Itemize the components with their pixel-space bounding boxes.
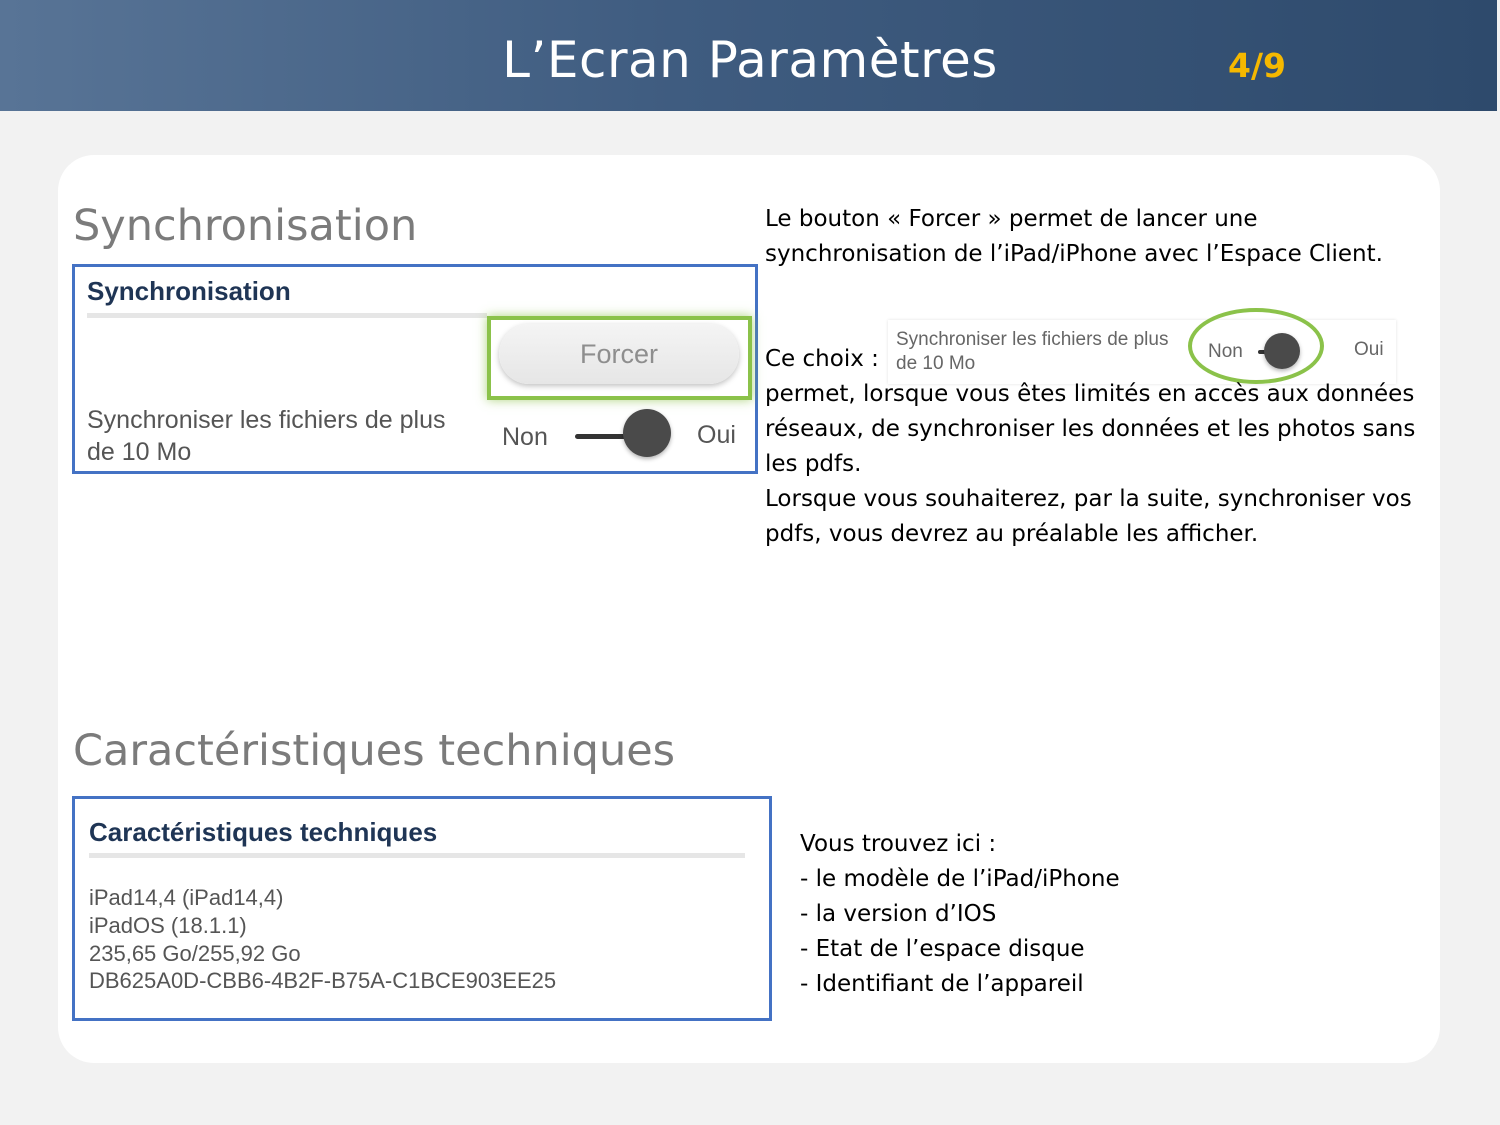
choice-prefix: Ce choix : [765, 346, 879, 372]
choice-description-line: Lorsque vous souhaiterez, par la suite, synchroniser vos [765, 486, 1412, 512]
force-button[interactable]: Forcer [499, 324, 739, 384]
sync-switch-thumbnail [888, 320, 1396, 384]
device-id: DB625A0D-CBB6-4B2F-B75A-C1BCE903EE25 [89, 968, 557, 993]
force-description [765, 202, 1383, 272]
slide-title: L’Ecran Paramètres [502, 31, 998, 89]
tech-list-intro: Vous trouvez ici : [800, 831, 997, 857]
switch-off-label: Non [502, 423, 548, 451]
force-button-highlight [487, 316, 752, 400]
thumb-switch-off-label: Non [1208, 341, 1243, 362]
switch-knob[interactable] [623, 409, 671, 457]
choice-description-line: réseaux, de synchroniser les données et les photos sans [765, 416, 1416, 442]
page-indicator: 4/9 [1228, 46, 1286, 85]
os-version: iPadOS (18.1.1) [89, 913, 247, 938]
sync-box-divider [87, 313, 487, 318]
force-description-line: Le bouton « Forcer » permet de lancer une [765, 206, 1258, 232]
force-description-line: synchronisation de l’iPad/iPhone avec l’Espace Client. [765, 241, 1383, 267]
tech-section-title: Caractéristiques techniques [73, 726, 676, 776]
choice-description [765, 377, 1415, 552]
slide-header [0, 0, 1497, 111]
tech-box-heading: Caractéristiques techniques [89, 817, 438, 847]
list-item: - le modèle de l’iPad/iPhone [800, 866, 1120, 892]
choice-description-line: pdfs, vous devrez au préalable les afficher. [765, 521, 1259, 547]
thumb-label-line1: Synchroniser les fichiers de plus [896, 329, 1169, 350]
disk-space: 235,65 Go/255,92 Go [89, 941, 301, 966]
switch-on-label: Oui [697, 421, 736, 449]
thumb-switch-on-label: Oui [1354, 339, 1384, 360]
device-model: iPad14,4 (iPad14,4) [89, 885, 284, 910]
tech-list [800, 827, 1120, 1002]
tech-box-divider [89, 853, 745, 858]
thumb-switch-highlight [1188, 308, 1324, 384]
sync-box-heading: Synchronisation [87, 276, 291, 306]
sync-screenshot-box [72, 264, 758, 474]
sync-large-files-switch[interactable] [575, 407, 675, 457]
sync-section-title: Synchronisation [73, 201, 418, 251]
list-item: - Etat de l’espace disque [800, 936, 1085, 962]
choice-description-line: les pdfs. [765, 451, 862, 477]
tech-screenshot-box [72, 796, 772, 1021]
list-item: - Identifiant de l’appareil [800, 971, 1084, 997]
thumb-label-line2: de 10 Mo [896, 353, 976, 374]
list-item: - la version d’IOS [800, 901, 997, 927]
choice-description-line: permet, lorsque vous êtes limités en accès aux données [765, 381, 1415, 407]
sync-large-files-label-line2: de 10 Mo [87, 438, 192, 466]
sync-large-files-label-line1: Synchroniser les fichiers de plus [87, 406, 446, 434]
